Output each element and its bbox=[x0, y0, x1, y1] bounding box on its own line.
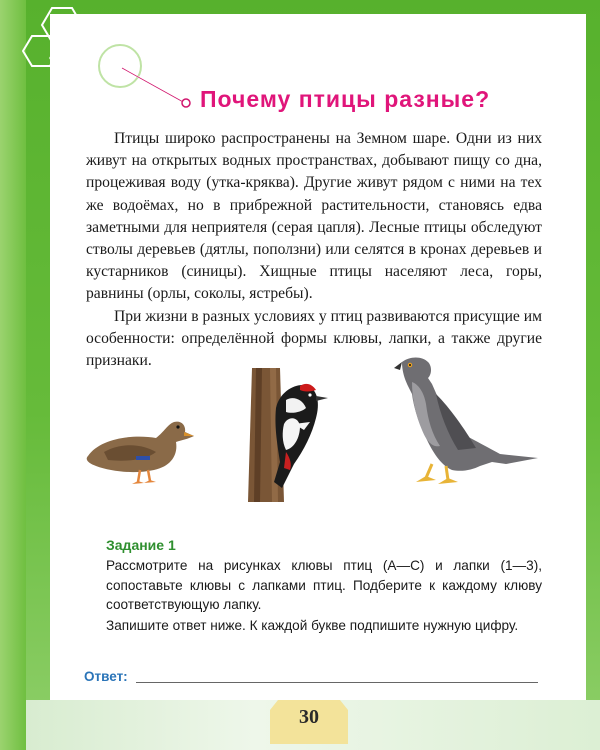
paragraph: Птицы широко распространены на Земном шаре. Одни из них живут на открытых водных пространствах, добывают пищу со дна, процеживая воду (утка-кряква). Другие живут рядом с ними на тех же водоёмах, но в прибрежной растительности, становясь едва заметными для неприятеля (серая цапля). Лесные птицы обследуют стволы деревьев (дятлы, поползни) или селятся в кронах деревьев и кустарников (синицы). Хищные птицы населяют леса, горы, равнины (орлы, соколы, ястребы). bbox=[86, 130, 542, 303]
hawk-image bbox=[388, 354, 544, 490]
answer-label: Ответ: bbox=[84, 669, 128, 684]
woodpecker-image bbox=[246, 368, 328, 502]
task-paragraph: Рассмотрите на рисунках клювы птиц (А—С) и лапки (1—3), сопоставьте клювы с лапками птиц. Подберите к каждому клюву соответствующую лапку. bbox=[106, 558, 542, 613]
task-paragraph: Запишите ответ ниже. К каждой букве подпишите нужную цифру. bbox=[106, 617, 519, 633]
page-number: 30 bbox=[299, 706, 319, 728]
page-title: Почему птицы разные? bbox=[200, 86, 491, 112]
main-text bbox=[86, 128, 542, 372]
task-text bbox=[106, 556, 542, 636]
gear-decoration-icon bbox=[22, 6, 197, 121]
task-title: Задание 1 bbox=[106, 537, 176, 553]
paragraph: При жизни в разных условиях у птиц развиваются присущие им особенности: определённой формы клювы, лапки, а также другие признаки. bbox=[86, 307, 542, 370]
answer-input-line[interactable] bbox=[136, 682, 538, 683]
duck-image bbox=[82, 408, 196, 490]
